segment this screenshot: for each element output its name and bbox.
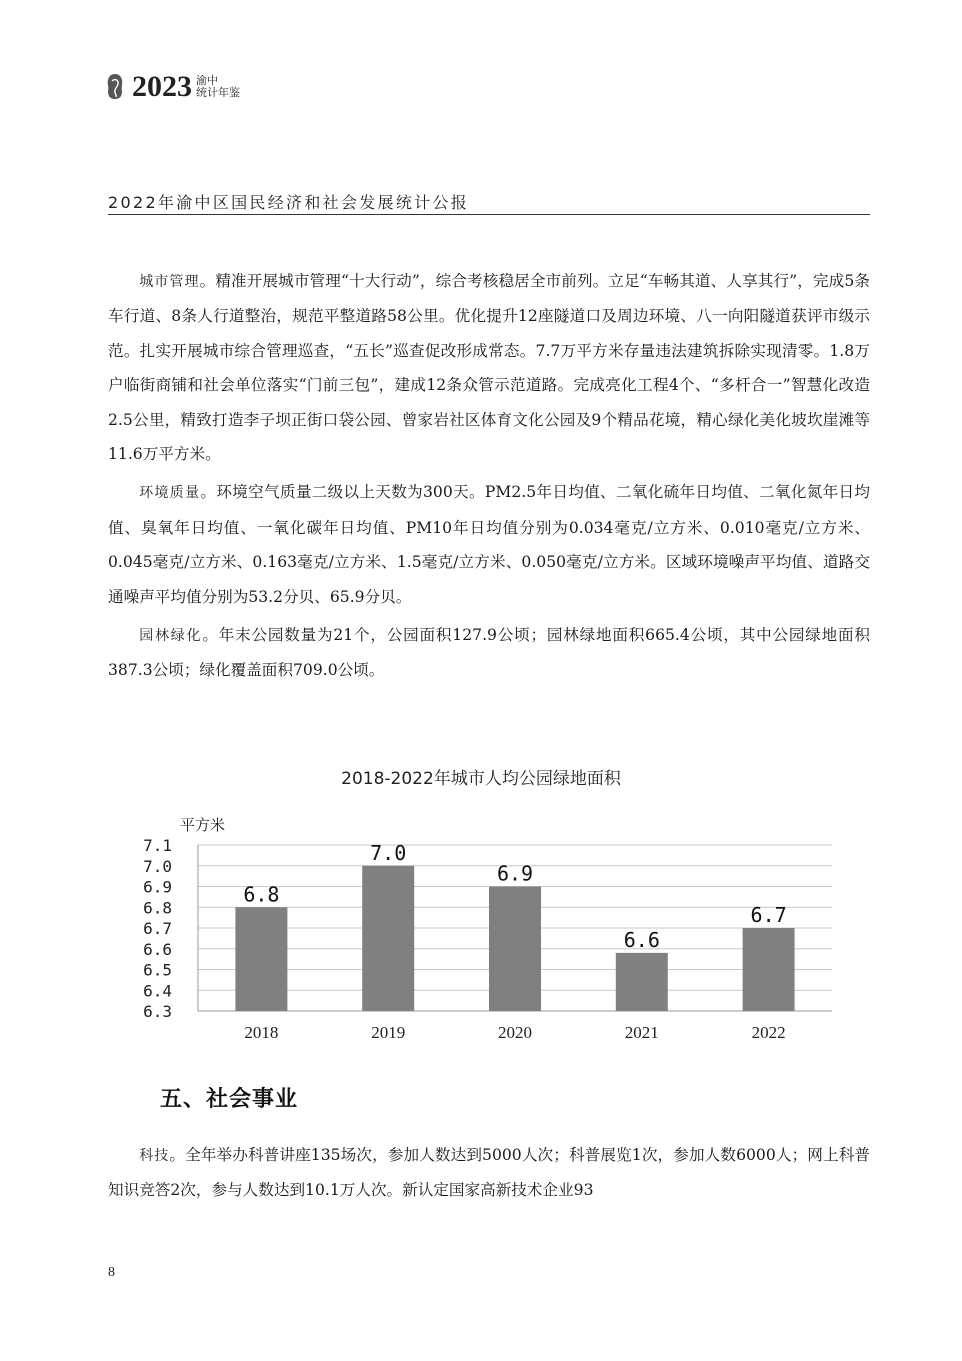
paragraph-text: 。年末公园数量为21个，公园面积127.9公顷；园林绿地面积665.4公顷，其中公园绿地面积387.3公顷；绿化覆盖面积709.0公顷。: [108, 626, 870, 680]
y-tick-label: 6.4: [143, 981, 172, 1001]
chart-title: 2018-2022年城市人均公园绿地面积: [341, 769, 621, 789]
y-tick-label: 6.9: [143, 877, 172, 897]
y-tick-label: 7.1: [143, 836, 172, 855]
x-tick-label-2019: 2019: [371, 1023, 406, 1042]
paragraph-text: 。精准开展城市管理“十大行动”，综合考核稳居全市前列。立足“车畅其道、人享其行”，完成5条车行道、8条人行道整治，规范平整道路58公里。优化提升12座隧道口及周边环境、八一向阳隧道获评市级示范。扎实开展城市综合管理巡查，“五长”巡查促改形成常态。7.7万平方米存量违法建筑拆除实现清零。1.8万户临街商铺和社会单位落实“门前三包”，建成12条众管示范道路。完成亮化工程4个、“多杆合一”智慧化改造2.5公里，精致打造李子坝正街口袋公园、曾家岩社区体育文化公园及9个精品花境，精心绿化美化坡坎崖滩等11.6万平方米。: [108, 272, 870, 464]
paragraph-text: 。环境空气质量二级以上天数为300天。PM2.5年日均值、二氧化硫年日均值、二氧化氮年日均值、臭氧年日均值、一氧化碳年日均值、PM10年日均值分别为0.034毫克/立方米、0.010毫克/立方米、0.045毫克/立方米、0.163毫克/立方米、1.5毫克/立方米、0.050毫克/立方米。区域环境噪声平均值、道路交通噪声平均值分别为53.2分贝、65.9分贝。: [108, 483, 871, 606]
body-text-continued: [108, 1138, 870, 1208]
x-tick-label-2020: 2020: [498, 1023, 532, 1042]
paragraph-lead: 城市管理: [139, 274, 200, 290]
logo-year: 2023: [132, 70, 192, 103]
y-tick-label: 7.0: [143, 856, 172, 876]
bar-2022: [743, 928, 795, 1011]
y-tick-label: 6.3: [143, 1002, 172, 1021]
section-heading: 五、社会事业: [160, 1087, 299, 1112]
y-tick-label: 6.8: [143, 898, 172, 918]
page-number: 8: [108, 1265, 115, 1280]
paragraph-lead: 环境质量: [139, 485, 201, 502]
logo-line-1: 渝中: [196, 74, 218, 87]
report-title: 2022年渝中区国民经济和社会发展统计公报: [108, 193, 470, 212]
y-axis-unit-label: 平方米: [180, 816, 226, 834]
paragraph-lead: 园林绿化: [139, 628, 203, 645]
logo-line-2: 统计年鉴: [196, 86, 240, 99]
data-label-2022: 6.7: [750, 903, 787, 927]
paragraph-technology: [108, 1138, 870, 1208]
data-label-2021: 6.6: [623, 927, 660, 952]
y-tick-label: 6.6: [143, 939, 172, 959]
y-tick-label: 6.7: [143, 919, 172, 938]
bar-2019: [362, 866, 414, 1011]
paragraph-lead: 科技: [139, 1148, 170, 1164]
x-tick-label-2022: 2022: [751, 1023, 786, 1042]
data-label-2019: 7.0: [370, 840, 407, 865]
data-label-2020: 6.9: [496, 861, 534, 886]
x-tick-label-2018: 2018: [244, 1023, 279, 1042]
y-tick-label: 6.5: [143, 960, 172, 980]
bar-2020: [489, 887, 541, 1012]
paragraph-text: 。全年举办科普讲座135场次，参加人数达到5000人次；科普展览1次，参加人数6000人；网上科普知识竞答2次，参与人数达到10.1万人次。新认定国家高新技术企业93: [108, 1146, 870, 1200]
bar-2021: [616, 953, 668, 1011]
data-label-2018: 6.8: [243, 882, 280, 907]
bar-2018: [235, 907, 287, 1011]
x-tick-label-2021: 2021: [624, 1023, 659, 1042]
